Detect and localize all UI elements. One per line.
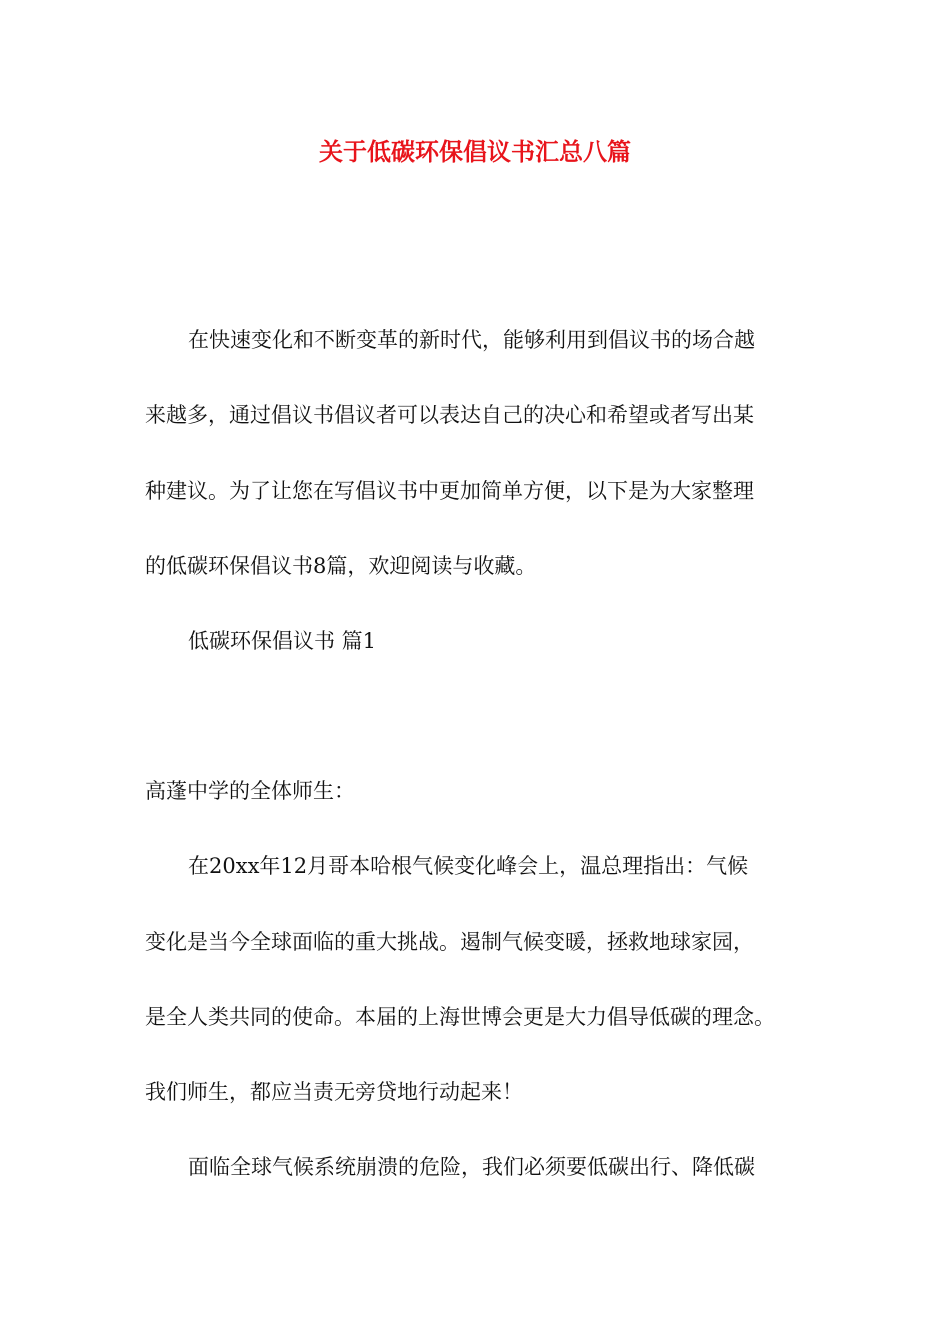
body-line-3: 种建议。为了让您在写倡议书中更加简单方便，以下是为大家整理 — [145, 479, 754, 503]
body-line-8: 我们师生，都应当责无旁贷地行动起来！ — [145, 1080, 523, 1104]
body-line-4: 的低碳环保倡议书8篇，欢迎阅读与收藏。 — [145, 554, 537, 578]
body-line-5: 在20xx年12月哥本哈根气候变化峰会上，温总理指出：气候 — [188, 854, 749, 878]
salutation: 高蓬中学的全体师生： — [145, 779, 355, 803]
body-line-1: 在快速变化和不断变革的新时代，能够利用到倡议书的场合越 — [188, 328, 755, 352]
body-line-2: 来越多，通过倡议书倡议者可以表达自己的决心和希望或者写出某 — [145, 403, 754, 427]
body-line-7: 是全人类共同的使命。本届的上海世博会更是大力倡导低碳的理念。 — [145, 1005, 775, 1029]
body-line-6: 变化是当今全球面临的重大挑战。遏制气候变暖，拯救地球家园， — [145, 930, 754, 954]
body-line-9: 面临全球气候系统崩溃的危险，我们必须要低碳出行、降低碳 — [188, 1155, 755, 1179]
document-title: 关于低碳环保倡议书汇总八篇 — [319, 137, 631, 166]
section-heading: 低碳环保倡议书 篇1 — [188, 629, 377, 653]
